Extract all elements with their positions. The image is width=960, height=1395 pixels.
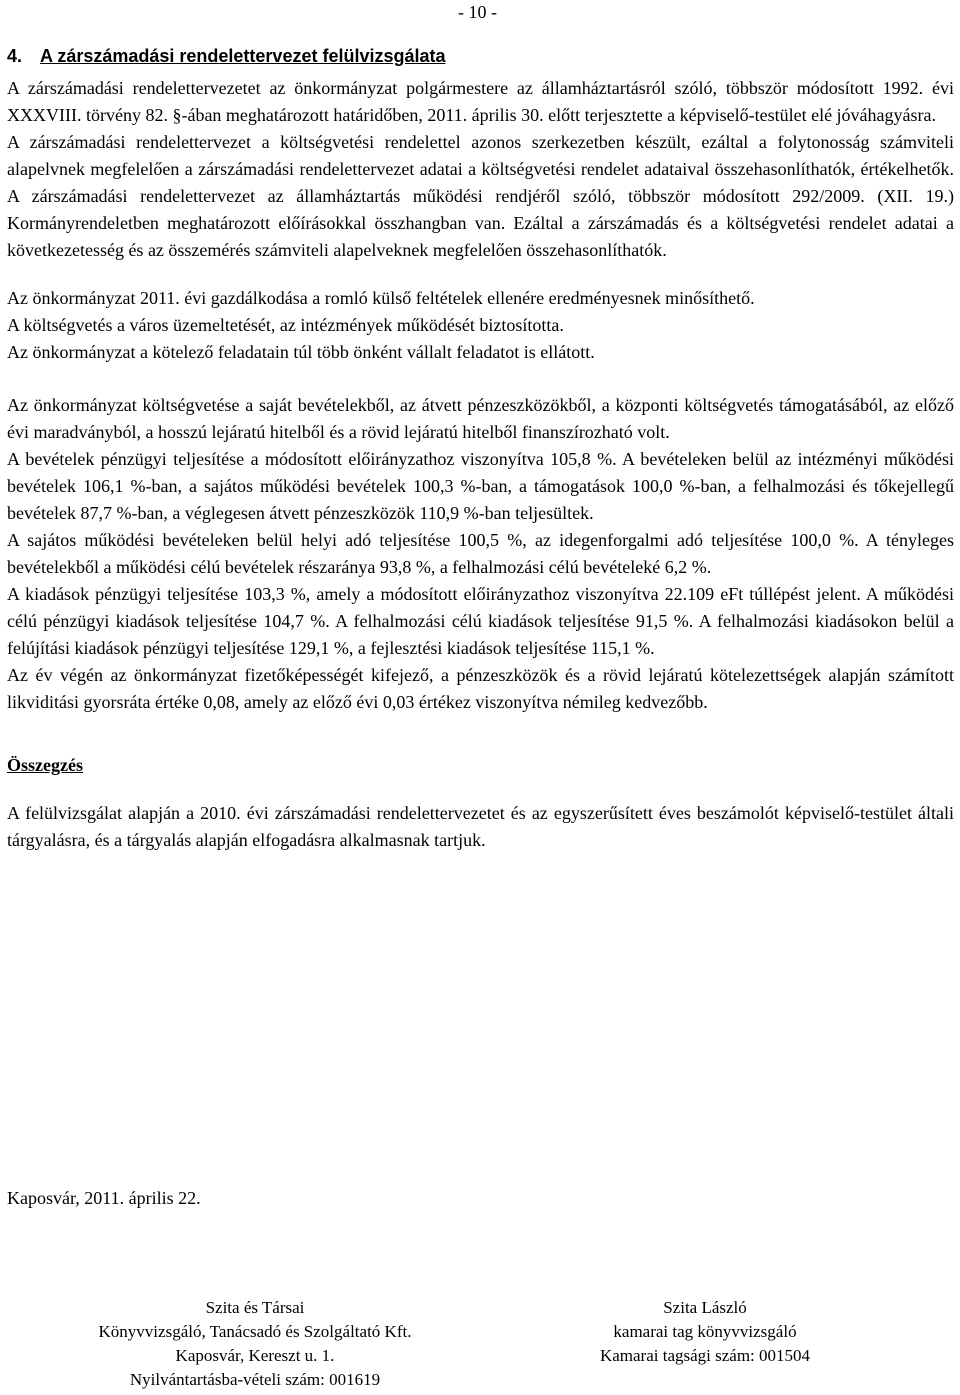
section-heading [7, 44, 446, 68]
paragraph: A sajátos működési bevételeken belül helyi adó teljesítése 100,5 %, az idegenforgalmi adó teljesítése 100,0 %. A tényleges bevételekből a működési célú bevételek részaránya 93,8 %, a felhalmozási célú bevételeké 6,2 %. [7, 530, 954, 577]
paragraph: Az önkormányzat a kötelező feladatain túl több önként vállalt feladatot is ellátott. [7, 342, 595, 362]
section-number: 4. [7, 46, 23, 66]
signature-block-auditor [560, 1296, 850, 1368]
signature-line: Szita és Társai [205, 1298, 305, 1317]
summary-text: A felülvizsgálat alapján a 2010. évi zárszámadási rendelettervezetet és az egyszerűsített éves beszámolót képviselő-testület általi tárgyalásra, és a tárgyalás alapján elfogadásra alkalmasnak tartjuk. [7, 803, 954, 850]
paragraph: A költségvetés a város üzemeltetését, az intézmények működését biztosította. [7, 315, 564, 335]
paragraph: Az önkormányzat 2011. évi gazdálkodása a romló külső feltételek ellenére eredményesnek minősíthető. [7, 288, 755, 308]
paragraph: A bevételek pénzügyi teljesítése a módosított előirányzathoz viszonyítva 105,8 %. A bevételeken belül az intézményi működési bevételek 106,1 %-ban, a sajátos működési bevételek 100,3 %-ban, a támogatások 100,0 %-ban, a felhalmozási és tőkejellegű bevételek 87,7 %-ban, a véglegesen átvett pénzeszközök 110,9 %-ban teljesültek. [7, 449, 954, 523]
document-body [7, 75, 954, 854]
paragraph: Az év végén az önkormányzat fizetőképességét kifejező, a pénzeszközök és a rövid lejáratú kötelezettségek alapján számított likviditási gyorsráta értéke 0,08, amely az előző évi 0,03 értékez viszonyítva némileg kedvezőbb. [7, 665, 954, 712]
summary-title: Összegzés [7, 755, 83, 775]
signature-line: Kamarai tagsági szám: 001504 [599, 1346, 811, 1365]
document-date: Kaposvár, 2011. április 22. [7, 1188, 201, 1208]
signature-line: Nyilvántartásba-vételi szám: 001619 [129, 1370, 381, 1389]
signature-block-firm [20, 1296, 490, 1392]
paragraph: A kiadások pénzügyi teljesítése 103,3 %, amely a módosított előirányzathoz viszonyítva 22.109 eFt túllépést jelent. A működési célú pénzügyi kiadások teljesítése 104,7 %. A felhalmozási célú kiadások teljesítése 91,5 %. A felhalmozási kiadásokon belül a felújítási kiadások pénzügyi teljesítése 129,1 %, a fejlesztési kiadások teljesítése 115,1 %. [7, 584, 954, 658]
section-title: A zárszámadási rendelettervezet felülvizsgálata [40, 46, 446, 66]
signature-line: Szita László [663, 1298, 747, 1317]
page-number: - 10 - [458, 2, 497, 22]
signature-line: Kaposvár, Kereszt u. 1. [175, 1346, 335, 1365]
signature-line: Könyvvizsgáló, Tanácsadó és Szolgáltató Kft. [98, 1322, 412, 1341]
signature-line: kamarai tag könyvvizsgáló [613, 1322, 797, 1341]
paragraph: A zárszámadási rendelettervezetet az önkormányzat polgármestere az államháztartásról szóló, többször módosított 1992. évi XXXVIII. törvény 82. §-ában meghatározott határidőben, 2011. április 30. előtt terjesztette a képviselő-testület elé jóváhagyásra. [7, 78, 954, 125]
paragraph: A zárszámadási rendelettervezet a költségvetési rendelettel azonos szerkezetben készült, ezáltal a folytonosság számviteli alapelvnek megfelelően a zárszámadási rendelettervezet adatai a költségvetési rendelet adataival összehasonlíthatók, értékelhetők. A zárszámadási rendelettervezet az államháztartás működési rendjéről szóló, többször módosított 292/2009. (XII. 19.) Kormányrendeletben meghatározott előírásokkal összhangban van. Ezáltal a zárszámadás és a költségvetési rendelet adatai a következetesség és az összemérés számviteli alapelveknek megfelelően összehasonlíthatók. [7, 132, 954, 260]
paragraph: Az önkormányzat költségvetése a saját bevételekből, az átvett pénzeszközökből, a központi költségvetés támogatásából, az előző évi maradványból, a hosszú lejáratú hitelből és a rövid lejáratú hitelből finanszírozható volt. [7, 395, 954, 442]
